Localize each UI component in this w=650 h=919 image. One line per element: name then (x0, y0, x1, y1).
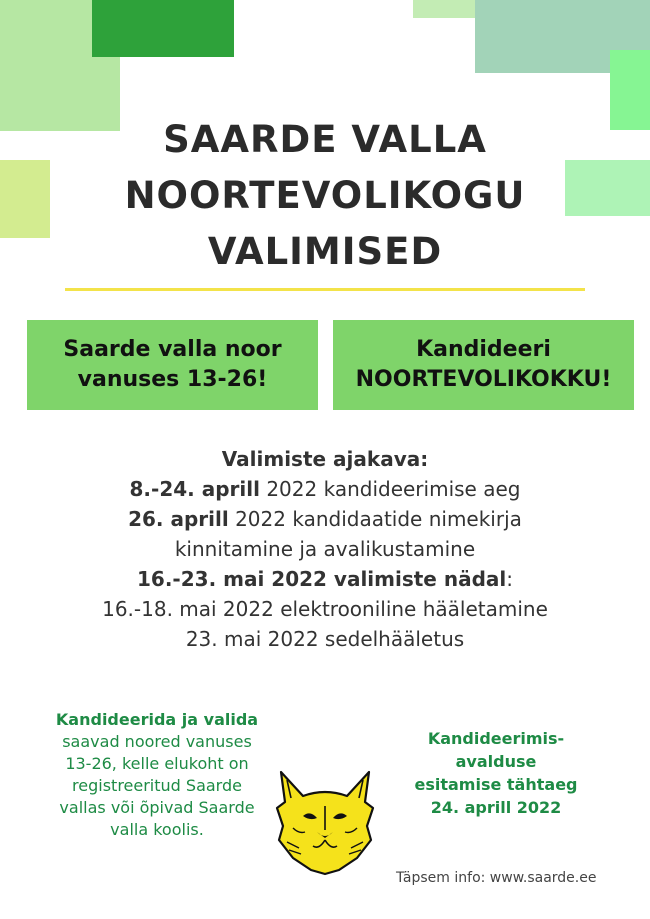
eligibility-line: vallas või õpivad Saarde (59, 798, 255, 817)
lynx-head-icon (275, 766, 375, 876)
schedule-item-3: 16.-23. mai 2022 valimiste nädal: (137, 567, 513, 591)
divider-rule (65, 288, 585, 291)
box-right-line-2: NOORTEVOLIKOKKU! (355, 367, 612, 392)
schedule-item-2: 26. aprill 2022 kandidaatide nimekirja (128, 507, 522, 531)
box-left-line-2: vanuses 13-26! (77, 367, 268, 392)
box-left-line-1: Saarde valla noor (63, 337, 282, 362)
schedule-item-4: 16.-18. mai 2022 elektrooniline hääletamine (102, 597, 548, 621)
deadline-line: avalduse (455, 752, 537, 771)
eligibility-line: registreeritud Saarde (72, 776, 242, 795)
schedule-heading: Valimiste ajakava: (221, 447, 429, 471)
eligibility-line: saavad noored vanuses (62, 732, 252, 751)
eligibility-heading: Kandideerida ja valida (55, 710, 259, 729)
poster-title (0, 112, 650, 280)
eligibility-text (26, 709, 288, 841)
box-young-resident (27, 320, 318, 410)
schedule-item-2-cont: kinnitamine ja avalikustamine (174, 537, 476, 561)
deadline-line: 24. aprill 2022 (430, 798, 562, 817)
footer-info: Täpsem info: www.saarde.ee (396, 870, 597, 886)
schedule-item-1: 8.-24. aprill 2022 kandideerimise aeg (129, 477, 521, 501)
election-schedule (0, 444, 650, 654)
box-run-for-council (333, 320, 634, 410)
title-line-1: SAARDE VALLA (163, 118, 487, 161)
deadline-line: Kandideerimis- (427, 729, 565, 748)
decor-square (92, 0, 234, 57)
eligibility-line: valla koolis. (110, 820, 204, 839)
eligibility-line: 13-26, kelle elukoht on (65, 754, 249, 773)
box-right-line-1: Kandideeri (416, 337, 551, 362)
title-line-3: VALIMISED (207, 230, 443, 273)
schedule-item-5: 23. mai 2022 sedelhääletus (185, 627, 465, 651)
application-deadline (392, 727, 600, 819)
title-line-2: NOORTEVOLIKOGU (124, 174, 526, 217)
deadline-line: esitamise tähtaeg (414, 775, 578, 794)
